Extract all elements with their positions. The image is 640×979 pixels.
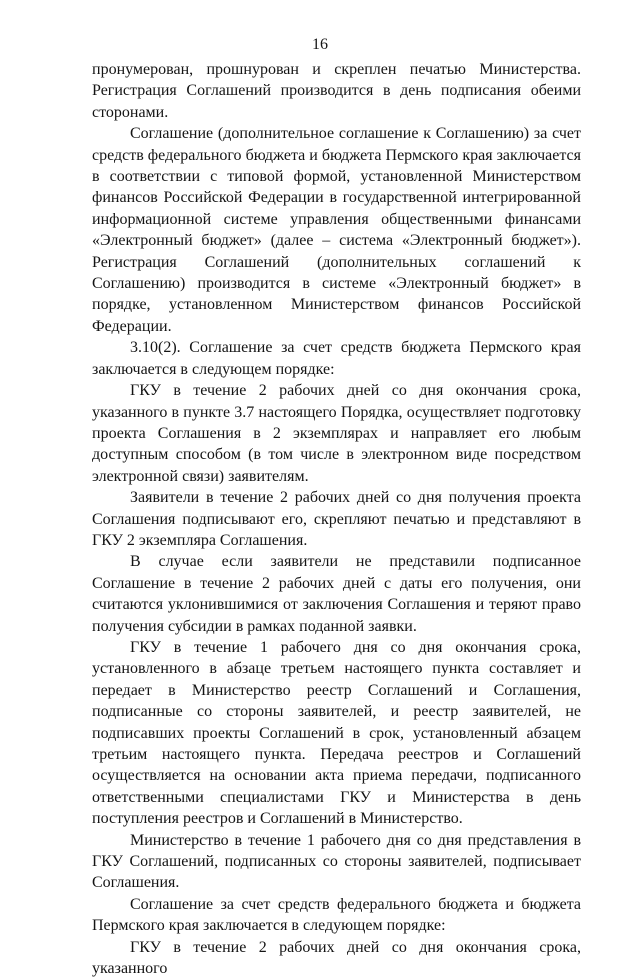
paragraph-2: Соглашение (дополнительное соглашение к Соглашению) за счет средств федерального бюджета и бюджета Пермского края заключается в соответствии с типовой формой, установленной Министерством финансов Российской Федерации в государственной интегрированной информационной системе управления общественными финансами «Электронный бюджет» (далее – система «Электронный бюджет»). Регистрация Соглашений (дополнительных соглашений к Соглашению) производится в системе «Электронный бюджет» в порядке, установленном Министерством финансов Российской Федерации. [92,125,581,335]
paragraph-5: Заявители в течение 2 рабочих дней со дня получения проекта Соглашения подписывают его, скрепляют печатью и представляют в ГКУ 2 экземпляра Соглашения. [92,489,581,549]
paragraph-10: ГКУ в течение 2 рабочих дней со дня окончания срока, указанного [92,938,581,978]
paragraph-1: пронумерован, прошнурован и скреплен печатью Министерства. Регистрация Соглашений производится в день подписания обеими сторонами. [92,61,581,121]
paragraph-3: 3.10(2). Соглашение за счет средств бюджета Пермского края заключается в следующем порядке: [92,339,581,378]
page-number: 16 [312,36,328,53]
paragraph-8: Министерство в течение 1 рабочего дня со дня представления в ГКУ Соглашений, подписанных со стороны заявителей, подписывает Соглашения. [92,831,581,892]
document-body [92,59,581,979]
paragraph-7: ГКУ в течение 1 рабочего дня со дня окончания срока, установленного в абзаце третьем настоящего пункта составляет и передает в Министерство реестр Соглашений и Соглашения, подписанные со стороны заявителей, и реестр заявителей, не подписавших проекты Соглашений в срок, установленный абзацем третьим настоящего пункта. Передача реестров и Соглашений осуществляется на основании акта приема передачи, подписанного ответственными специалистами ГКУ и Министерства в день поступления реестров и Соглашений в Министерство. [92,638,581,828]
paragraph-9: Соглашение за счет средств федерального бюджета и бюджета Пермского края заключается в следующем порядке: [92,895,581,935]
paragraph-6: В случае если заявители не представили подписанное Соглашение в течение 2 рабочих дней с даты его получения, они считаются уклонившимися от заключения Соглашения и теряют право получения субсидии в рамках поданной заявки. [92,553,581,635]
paragraph-4: ГКУ в течение 2 рабочих дней со дня окончания срока, указанного в пункте 3.7 настоящего Порядка, осуществляет подготовку проекта Соглашения в 2 экземплярах и направляет его любым доступным способом (в том числе в электронном виде посредством электронной связи) заявителям. [92,382,581,485]
